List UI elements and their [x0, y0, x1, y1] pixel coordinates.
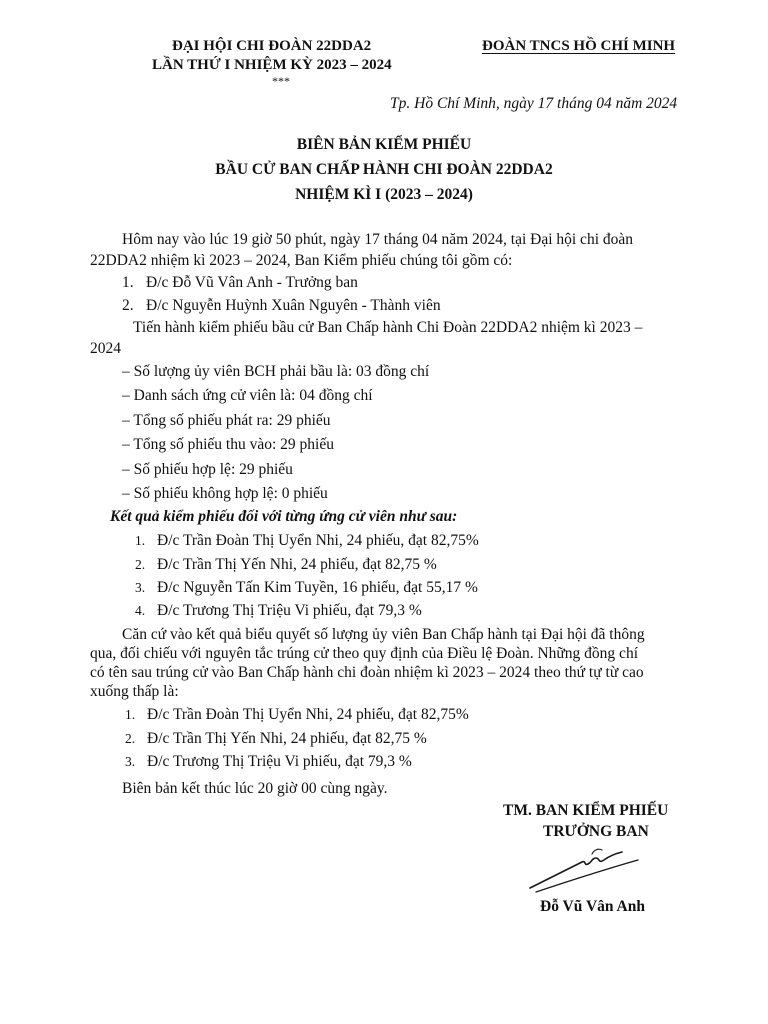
result-item	[135, 579, 478, 597]
result-item	[135, 532, 479, 550]
committee-item-num: 1.	[122, 274, 134, 291]
result-item-text: Đ/c Trần Đoàn Thị Uyển Nhi, 24 phiếu, đạt 82,75%	[157, 532, 479, 549]
elected-item	[125, 753, 412, 771]
result-item-num: 1.	[135, 533, 146, 548]
result-item-text: Đ/c Nguyễn Tấn Kim Tuyền, 16 phiếu, đạt 55,17 %	[157, 579, 478, 596]
committee-item-num: 2.	[122, 297, 134, 314]
intro-line1: Hôm nay vào lúc 19 giờ 50 phút, ngày 17 tháng 04 năm 2024, tại Đại hội chi đoàn	[122, 231, 634, 248]
intro-line2: 22DDA2 nhiệm kì 2023 – 2024, Ban Kiểm phiếu chúng tôi gồm có:	[90, 252, 513, 269]
proceed-line1: Tiến hành kiểm phiếu bầu cử Ban Chấp hành Chi Đoàn 22DDA2 nhiệm kì 2023 –	[133, 319, 643, 336]
stat-line: – Tổng số phiếu phát ra: 29 phiếu	[122, 412, 331, 429]
result-item-text: Đ/c Trương Thị Triệu Vi phiếu, đạt 79,3 %	[157, 602, 422, 619]
header-stars: ***	[272, 74, 290, 88]
conclusion-line4: xuống thấp là:	[90, 683, 179, 700]
signature-name: Đỗ Vũ Vân Anh	[540, 898, 645, 915]
result-item	[135, 602, 422, 620]
signature-role1: TM. BAN KIỂM PHIẾU	[503, 802, 669, 819]
result-item	[135, 556, 437, 574]
header-left-line2: LẦN THỨ I NHIỆM KỲ 2023 – 2024	[152, 57, 392, 73]
elected-item	[125, 730, 427, 748]
elected-item-num: 1.	[125, 707, 136, 722]
header-right-org: ĐOÀN TNCS HỒ CHÍ MINH	[482, 38, 676, 54]
handwritten-signature	[526, 840, 646, 896]
committee-item	[122, 297, 441, 315]
elected-item-num: 3.	[125, 754, 136, 769]
proceed-line2: 2024	[90, 340, 121, 357]
conclusion-line1: Căn cứ vào kết quả biểu quyết số lượng ủy viên Ban Chấp hành tại Đại hội đã thông	[122, 626, 645, 643]
stat-line: – Danh sách ứng cử viên là: 04 đồng chí	[122, 387, 373, 404]
place-date: Tp. Hồ Chí Minh, ngày 17 tháng 04 năm 2024	[390, 95, 678, 112]
result-item-num: 3.	[135, 580, 146, 595]
committee-item-text: Đ/c Đỗ Vũ Vân Anh - Trưởng ban	[146, 274, 358, 291]
stat-line: – Tổng số phiếu thu vào: 29 phiếu	[122, 436, 334, 453]
title-line2: BẦU CỬ BAN CHẤP HÀNH CHI ĐOÀN 22DDA2	[215, 161, 553, 178]
conclusion-line3: có tên sau trúng cử vào Ban Chấp hành chi đoàn nhiệm kì 2023 – 2024 theo thứ tự từ cao	[90, 664, 644, 681]
elected-item-num: 2.	[125, 731, 136, 746]
stat-line: – Số phiếu không hợp lệ: 0 phiếu	[122, 485, 328, 502]
committee-item-text: Đ/c Nguyễn Huỳnh Xuân Nguyên - Thành viên	[146, 297, 441, 314]
stat-line: – Số phiếu hợp lệ: 29 phiếu	[122, 461, 293, 478]
elected-item	[125, 706, 469, 724]
conclusion-line2: qua, đối chiếu với nguyên tắc trúng cử theo quy định của Điều lệ Đoàn. Những đồng chí	[90, 645, 638, 662]
elected-item-text: Đ/c Trần Đoàn Thị Uyển Nhi, 24 phiếu, đạt 82,75%	[147, 706, 469, 723]
header-left-line1: ĐẠI HỘI CHI ĐOÀN 22DDA2	[172, 38, 372, 54]
results-heading: Kết quả kiểm phiếu đối với từng ứng cử viên như sau:	[110, 508, 458, 525]
title-line3: NHIỆM KÌ I (2023 – 2024)	[295, 186, 473, 203]
result-item-text: Đ/c Trần Thị Yến Nhi, 24 phiếu, đạt 82,75 %	[157, 556, 437, 573]
elected-item-text: Đ/c Trương Thị Triệu Vi phiếu, đạt 79,3 %	[147, 753, 412, 770]
result-item-num: 4.	[135, 603, 146, 618]
elected-item-text: Đ/c Trần Thị Yến Nhi, 24 phiếu, đạt 82,75 %	[147, 730, 427, 747]
title-line1: BIÊN BẢN KIỂM PHIẾU	[296, 136, 472, 153]
stat-line: – Số lượng ủy viên BCH phải bầu là: 03 đồng chí	[122, 363, 430, 380]
signature-role2: TRƯỞNG BAN	[543, 823, 649, 840]
result-item-num: 2.	[135, 557, 146, 572]
closing-line: Biên bản kết thúc lúc 20 giờ 00 cùng ngày.	[122, 780, 388, 797]
committee-item	[122, 274, 358, 292]
